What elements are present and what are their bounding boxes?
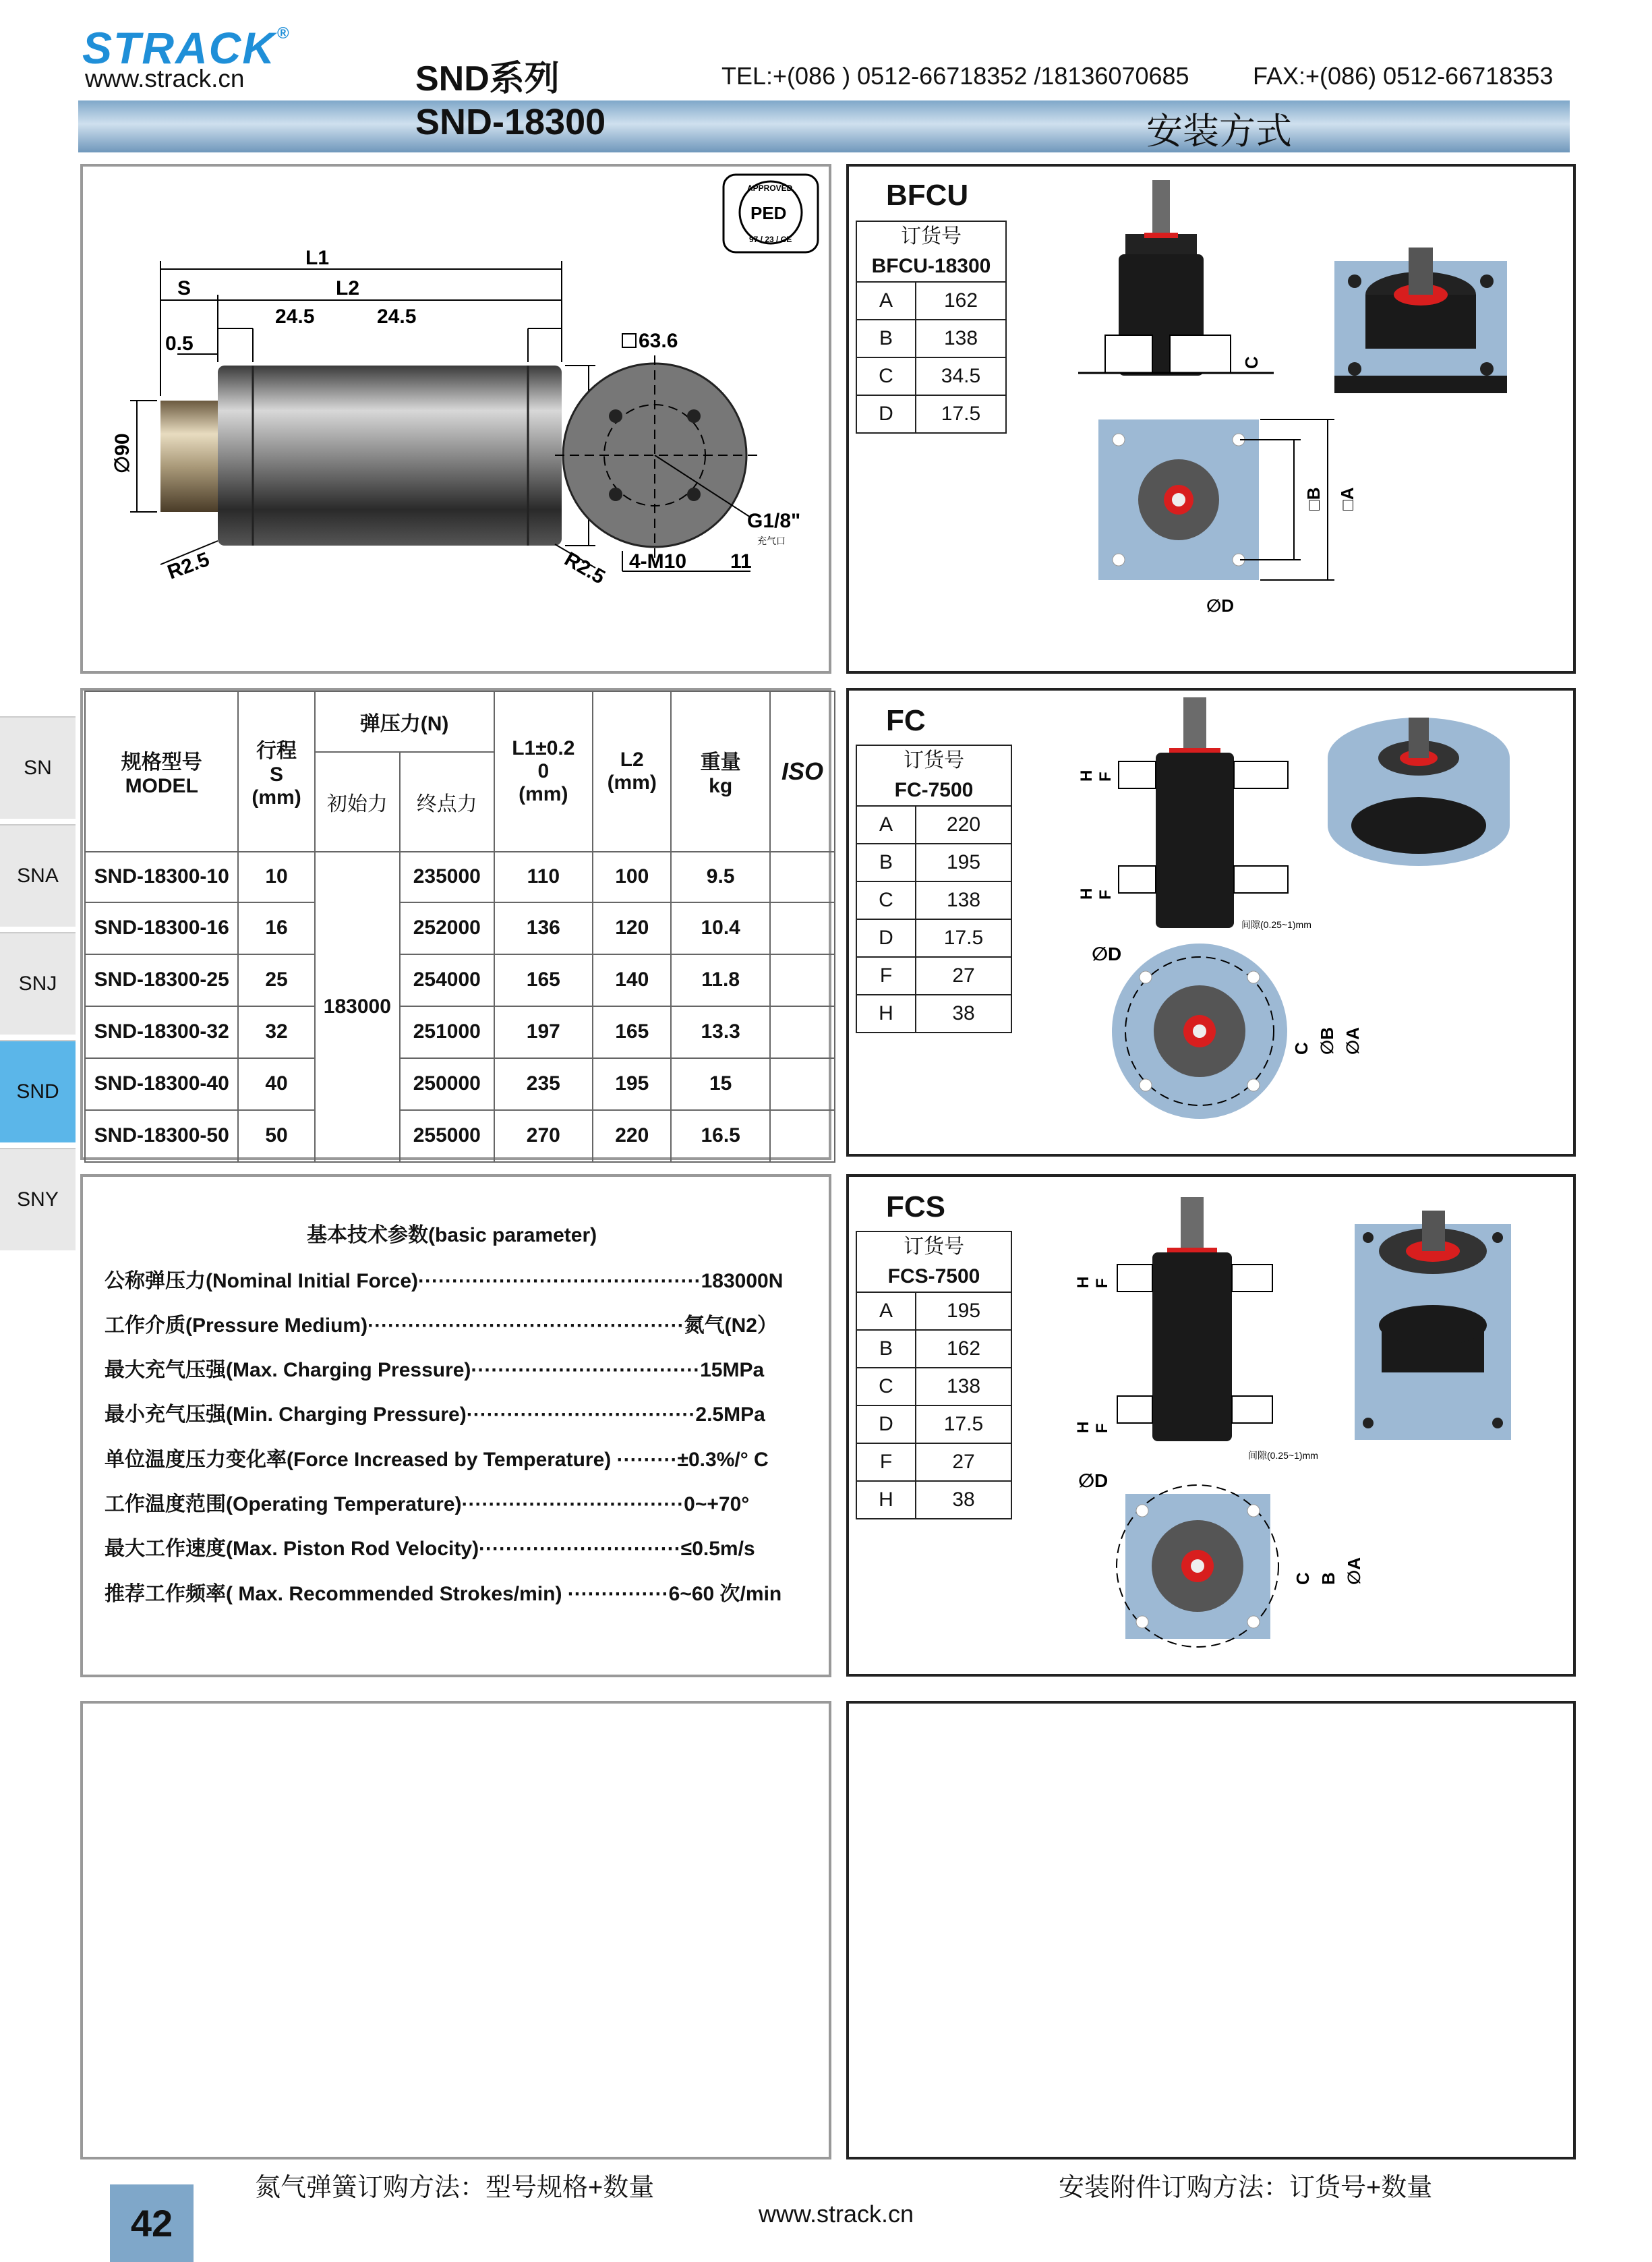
svg-text:C: C bbox=[1241, 356, 1262, 369]
dim-l1: L1 bbox=[305, 247, 330, 269]
tab-snd[interactable]: SND bbox=[0, 1040, 76, 1142]
header-model: 规格型号 MODEL bbox=[85, 691, 238, 852]
svg-text:F: F bbox=[1096, 890, 1115, 900]
series-title: SND系列 bbox=[415, 59, 560, 98]
param-row: 最大充气压强(Max. Charging Pressure)··································15MPa bbox=[105, 1359, 765, 1381]
dim-24-5-b: 24.5 bbox=[377, 306, 417, 328]
bfcu-panel bbox=[846, 164, 1576, 674]
tab-sny[interactable]: SNY bbox=[0, 1148, 76, 1250]
table-row: SND-18300-25 25 254000 165 140 11.8 bbox=[85, 954, 835, 1006]
svg-text:H: H bbox=[1078, 888, 1096, 900]
fcs-drawing bbox=[1051, 1177, 1570, 1676]
footer-order-spring: 氮气弹簧订购方法：型号规格+数量 bbox=[255, 2174, 655, 2202]
dim-s: S bbox=[177, 277, 191, 299]
svg-text:F: F bbox=[1093, 1278, 1111, 1288]
tab-sna[interactable]: SNA bbox=[0, 824, 76, 927]
dim-sq63-6: 63.6 bbox=[639, 330, 678, 352]
param-row: 最小充气压强(Min. Charging Pressure)··································2.5MPa bbox=[105, 1403, 765, 1426]
brand-logo: STRACK® bbox=[82, 23, 291, 73]
param-row: 工作介质(Pressure Medium)···············································氮气(N2） bbox=[105, 1314, 777, 1337]
ped-bottom: 97 / 23 / CE bbox=[749, 235, 792, 244]
param-row: 单位温度压力变化率(Force Increased by Temperature) ·········±0.3%/° C bbox=[105, 1449, 769, 1471]
spec-table: 规格型号 MODEL 行程 S (mm) 弹压力(N) L1±0.2 0 (mm) L2 (mm) 重量 kg ISO 初始力 终点力 SND-18300-10 10 183000 235000 110 100 9.5 SND-18300-16 16 252000 136 120 10.4 SND-18300-25 25 254000 165 140 11.8 SND-18300-32 32 251000 197 165 13.3 SND-18300-40 40 250000 235 195 15 SND-18300-50 50 255000 270 220 16.5 bbox=[84, 691, 835, 1163]
header-band bbox=[78, 100, 1570, 152]
dim-r25-a: R2.5 bbox=[165, 548, 212, 584]
svg-text:∅B: ∅B bbox=[1317, 1026, 1337, 1055]
fc-order-table: 订货号 FC-7500 A 220 B 195 C 138 D 17.5 F 27 H 38 bbox=[856, 745, 1012, 1033]
footer-url[interactable]: www.strack.cn bbox=[759, 2200, 914, 2228]
svg-text:B: B bbox=[1318, 1572, 1338, 1585]
svg-text:∅A: ∅A bbox=[1344, 1557, 1364, 1585]
tab-sn[interactable]: SN bbox=[0, 716, 76, 819]
page-number: 42 bbox=[110, 2184, 194, 2262]
fc-title: FC bbox=[886, 704, 926, 737]
table-row: SND-18300-10 10 183000 235000 110 100 9.5 bbox=[85, 852, 835, 902]
svg-text:□A: □A bbox=[1337, 487, 1357, 511]
svg-text:F: F bbox=[1093, 1423, 1111, 1433]
bfcu-order-header: 订货号 BFCU-18300 bbox=[856, 221, 1006, 282]
header-url[interactable]: www.strack.cn bbox=[85, 65, 245, 92]
bfcu-drawing bbox=[1051, 180, 1564, 652]
svg-text:间隙(0.25~1)mm: 间隙(0.25~1)mm bbox=[1248, 1450, 1318, 1461]
fcs-order-table: 订货号 FCS-7500 A 195 B 162 C 138 D 17.5 F 27 H 38 bbox=[856, 1231, 1012, 1519]
cylinder-body bbox=[218, 366, 562, 546]
svg-text:∅A: ∅A bbox=[1343, 1026, 1363, 1055]
init-force-cell: 183000 bbox=[315, 852, 400, 1162]
svg-text:H: H bbox=[1074, 1276, 1092, 1288]
dim-24-5-a: 24.5 bbox=[275, 306, 315, 328]
svg-text:F: F bbox=[1096, 772, 1115, 782]
tab-snj[interactable]: SNJ bbox=[0, 932, 76, 1035]
table-row: SND-18300-16 16 252000 136 120 10.4 bbox=[85, 902, 835, 954]
svg-text:∅D: ∅D bbox=[1092, 944, 1122, 964]
svg-text:∅D: ∅D bbox=[1078, 1470, 1109, 1491]
ped-text: PED bbox=[750, 203, 787, 223]
model-title: SND-18300 bbox=[415, 102, 606, 142]
table-row: SND-18300-50 50 255000 270 220 16.5 bbox=[85, 1110, 835, 1162]
params-title: 基本技术参数(basic parameter) bbox=[307, 1224, 597, 1246]
label-m10-depth: 11 bbox=[730, 550, 752, 573]
install-title: 安装方式 bbox=[1146, 111, 1292, 152]
param-row: 公称弹压力(Nominal Initial Force)··········································183000N bbox=[105, 1270, 784, 1292]
header-tel: TEL:+(086 ) 0512-66718352 /18136070685 bbox=[721, 62, 1189, 90]
table-row: SND-18300-32 32 251000 197 165 13.3 bbox=[85, 1006, 835, 1058]
param-row: 推荐工作频率( Max. Recommended Strokes/min) ···············6~60 次/min bbox=[105, 1583, 782, 1605]
fc-drawing bbox=[1051, 691, 1570, 1156]
label-g1-8: G1/8" bbox=[747, 510, 801, 532]
param-row: 最大工作速度(Max. Piston Rod Velocity)······························≤0.5m/s bbox=[105, 1538, 755, 1560]
dim-0-5: 0.5 bbox=[165, 332, 194, 355]
svg-text:∅D: ∅D bbox=[1206, 596, 1235, 616]
param-row: 工作温度范围(Operating Temperature)·································0~+70° bbox=[105, 1493, 750, 1515]
cylinder-drawing bbox=[83, 167, 829, 671]
fcs-panel bbox=[846, 1174, 1576, 1677]
dim-d90: ∅90 bbox=[111, 433, 134, 473]
svg-text:C: C bbox=[1293, 1572, 1313, 1585]
header-fax: FAX:+(086) 0512-66718353 bbox=[1253, 62, 1554, 90]
svg-text:H: H bbox=[1074, 1421, 1092, 1433]
fcs-title: FCS bbox=[886, 1190, 945, 1223]
footer-order-accessory: 安装附件订购方法：订货号+数量 bbox=[1059, 2174, 1433, 2202]
technical-drawing-panel bbox=[80, 164, 831, 674]
label-m10: 4-M10 bbox=[629, 550, 687, 573]
empty-panel-left bbox=[80, 1701, 831, 2159]
dim-l2: L2 bbox=[336, 277, 360, 299]
svg-text:H: H bbox=[1078, 770, 1096, 782]
piston-rod bbox=[160, 401, 221, 512]
iso-mark: ISO bbox=[770, 691, 835, 852]
bfcu-order-table: 订货号 BFCU-18300 A 162 B 138 C 34.5 D 17.5 bbox=[856, 221, 1007, 434]
svg-text:□B: □B bbox=[1303, 487, 1324, 511]
series-tabs bbox=[0, 716, 76, 1256]
fc-panel bbox=[846, 688, 1576, 1157]
empty-panel-right bbox=[846, 1701, 1576, 2159]
svg-text:C: C bbox=[1291, 1042, 1311, 1055]
ped-top: APPROVED bbox=[747, 183, 793, 193]
svg-text:间隙(0.25~1)mm: 间隙(0.25~1)mm bbox=[1241, 919, 1311, 930]
bfcu-title: BFCU bbox=[886, 179, 969, 212]
table-row: SND-18300-40 40 250000 235 195 15 bbox=[85, 1058, 835, 1110]
dim-r25-b: R2.5 bbox=[560, 548, 609, 589]
label-g1-8-sub: 充气口 bbox=[757, 535, 786, 546]
